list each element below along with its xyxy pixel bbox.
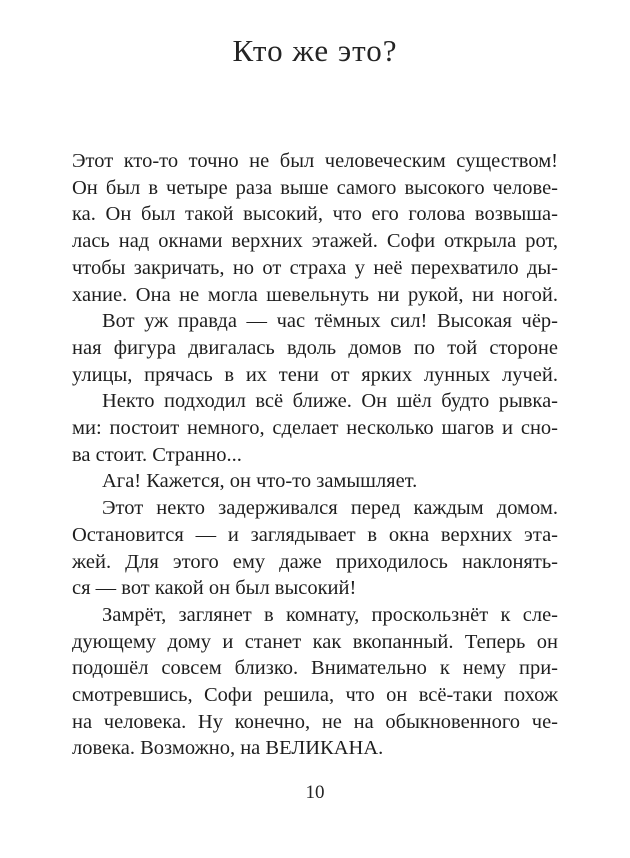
text-line: Он был в четыре раза выше самого высокого челове-	[72, 176, 558, 199]
page-number: 10	[305, 782, 325, 803]
chapter-title: Кто же это?	[232, 33, 398, 68]
text-line: чтобы закричать, но от страха у неё перехватило ды-	[72, 256, 558, 279]
text-line: Этот кто-то точно не был человеческим существом!	[72, 150, 558, 172]
text-line: на человека. Ну конечно, не на обыкновенного че-	[72, 710, 558, 733]
text-line: Ага! Кажется, он что-то замышляет.	[102, 470, 418, 493]
text-line: ная фигура двигалась вдоль домов по той стороне	[72, 336, 558, 359]
text-line: дующему дому и станет как вкопанный. Теперь он	[72, 630, 558, 653]
text-line: Этот некто задерживался перед каждым домом.	[102, 497, 558, 520]
text-line: смотревшись, Софи решила, что он всё-таки похож	[72, 684, 558, 707]
text-line: Замрёт, заглянет в комнату, проскользнёт к сле-	[102, 603, 558, 626]
page-body	[72, 148, 558, 762]
text-line: ка. Он был такой высокий, что его голова возвыша-	[72, 203, 558, 226]
text-line: ся — вот какой он был высокий!	[72, 577, 357, 600]
text-line: жей. Для этого ему даже приходилось наклонять-	[72, 550, 558, 573]
text-line: ва стоит. Странно...	[72, 443, 242, 466]
text-line: хание. Она не могла шевельнуть ни рукой, ни ногой.	[72, 283, 558, 306]
text-line: ми: постоит немного, сделает несколько шагов и сно-	[72, 417, 558, 440]
text-line: Вот уж правда — час тёмных сил! Высокая чёр-	[102, 310, 558, 333]
text-line: Некто подходил всё ближе. Он шёл будто рывка-	[102, 390, 558, 413]
text-line: подошёл совсем близко. Внимательно к нему при-	[72, 657, 558, 680]
text-line: лась над окнами верхних этажей. Софи открыла рот,	[72, 230, 558, 253]
text-line: улицы, прячась в их тени от ярких лунных лучей.	[72, 363, 558, 386]
text-line: ловека. Возможно, на ВЕЛИКАНА.	[72, 737, 384, 760]
text-line: Остановится — и заглядывает в окна верхних эта-	[72, 523, 558, 546]
